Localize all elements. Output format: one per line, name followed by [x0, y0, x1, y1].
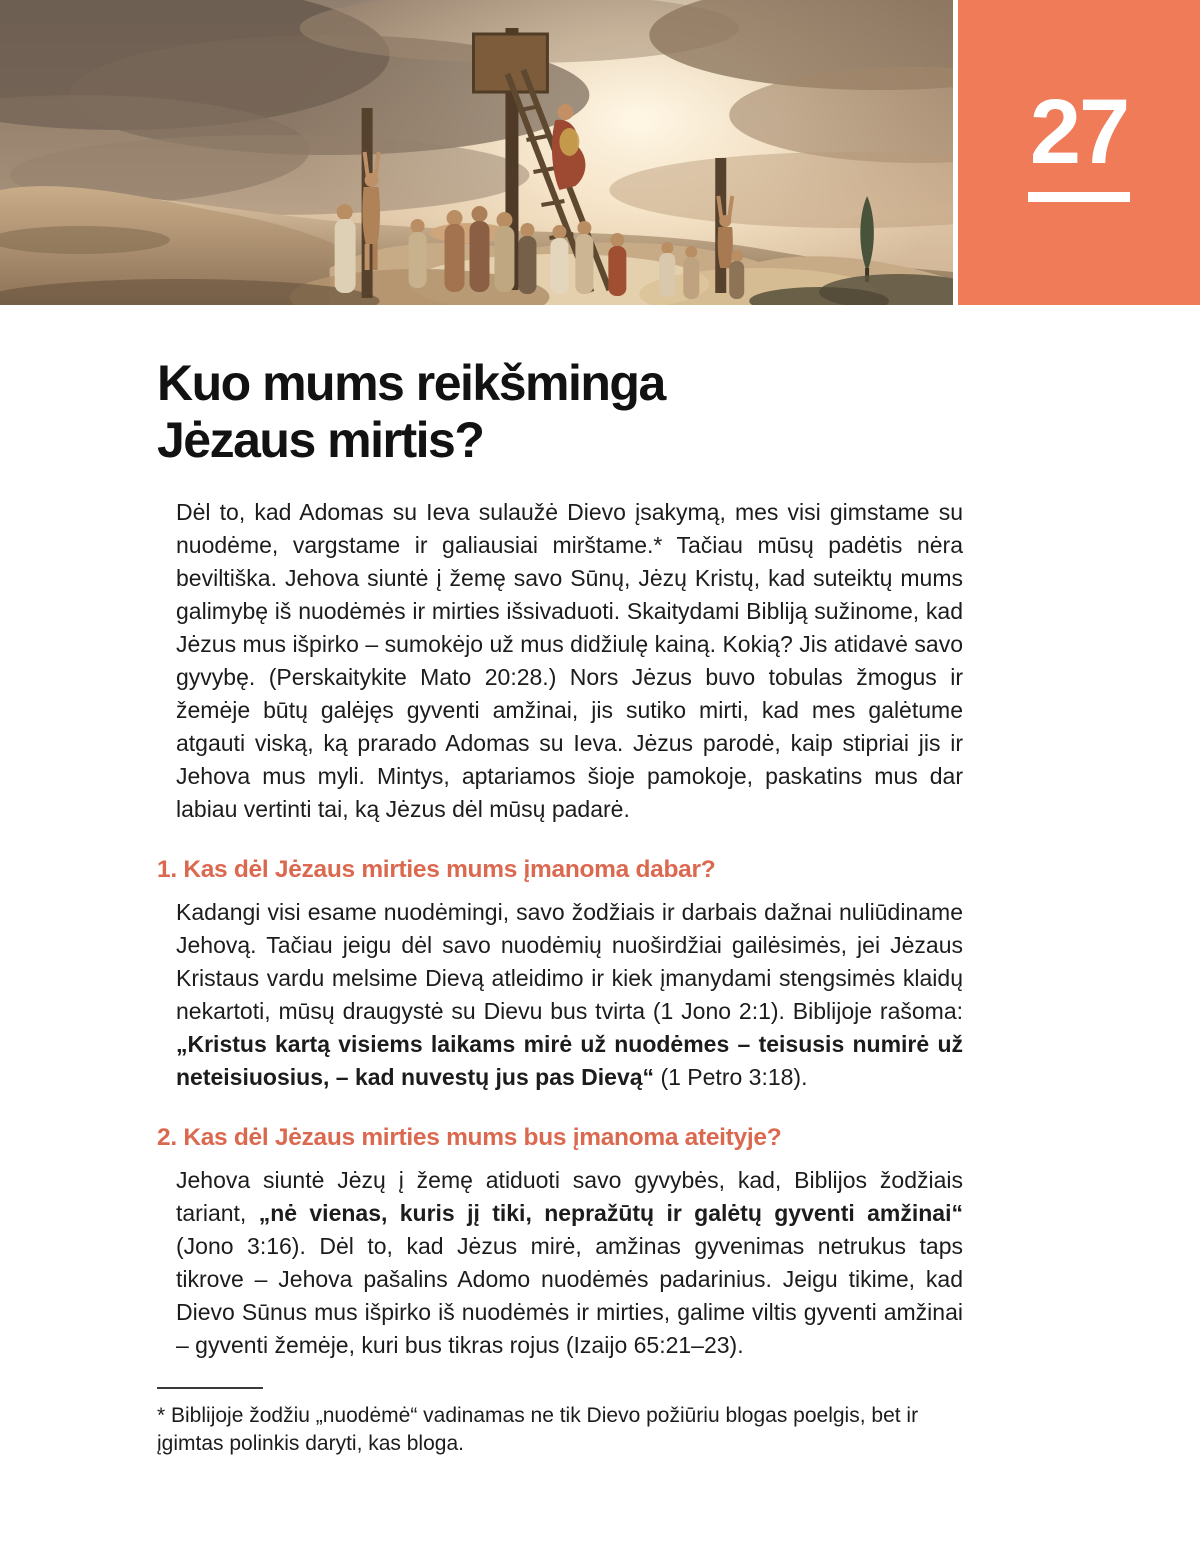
- section-question-2: [157, 1123, 963, 1362]
- badge-underline: [1028, 192, 1130, 202]
- crucifixion-scene-image: [0, 0, 953, 305]
- page-title: [157, 355, 963, 469]
- question-1-paragraph: Kadangi visi esame nuodėmingi, savo žodžiais ir darbais dažnai nuliūdiname Jehovą. Tačiau jeigu dėl savo nuodėmių nuoširdžiai gailėsimės, jei Jėzaus Kristaus vardu melsime Dievą atleidimo ir kiek įmanydami stengsimės klaidų nekartoti, mūsų draugystė su Dievu bus tvirta (1 Jono 2:1). Biblijoje rašoma: „Kristus kartą visiems laikams mirė už nuodėmes – teisusis numirė už neteisiuosius, – kad nuvestų jus pas Dievą“ (1 Petro 3:18).: [176, 899, 963, 1090]
- question-2-paragraph: Jehova siuntė Jėzų į žemę atiduoti savo gyvybės, kad, Biblijos žodžiais tariant, „nė vienas, kuris jį tiki, nepražūtų ir galėtų gyventi amžinai“ (Jono 3:16). Dėl to, kad Jėzus mirė, amžinas gyvenimas netrukus taps tikrove – Jehova pašalins Adomo nuodėmės padarinius. Jeigu tikime, kad Dievo Sūnus mus išpirko iš nuodėmės ir mirties, galime viltis gyventi amžinai – gyventi žemėje, kuri bus tikras rojus (Izaijo 65:21–23).: [176, 1167, 963, 1358]
- title-line-1: Kuo mums reikšminga: [157, 355, 665, 411]
- hero-photo: [0, 0, 953, 305]
- footnote-text: * Biblijoje žodžiu „nuodėmė“ vadinamas ne tik Dievo požiūriu blogas poelgis, bet ir įgimtas polinkis daryti, kas bloga.: [157, 1404, 919, 1455]
- title-line-2: Jėzaus mirtis?: [157, 412, 484, 468]
- footnote: [157, 1387, 963, 1457]
- intro-paragraph: Dėl to, kad Adomas su Ieva sulaužė Dievo įsakymą, mes visi gimstame su nuodėme, vargstame ir galiausiai mirštame.* Tačiau mūsų padėtis nėra beviltiška. Jehova siuntė į žemę savo Sūnų, Jėzų Kristų, kad suteiktų mums galimybę iš nuodėmės ir mirties išsivaduoti. Skaitydami Bibliją sužinome, kad Jėzus mus išpirko – sumokėjo už mus didžiulę kainą. Kokią? Jis atidavė savo gyvybę. (Perskaitykite Mato 20:28.) Nors Jėzus buvo tobulas žmogus ir žemėje būtų galėjęs gyventi amžinai, jis sutiko mirti, kad mes galėtume atgauti viską, ką prarado Adomas su Ieva. Jėzus parodė, kaip stipriai jis ir Jehova mus myli. Mintys, aptariamos šioje pamokoje, paskatins mus dar labiau vertinti tai, ką Jėzus dėl mūsų padarė.: [176, 499, 963, 822]
- lesson-number: 27: [1029, 81, 1129, 183]
- section-question-1: [157, 855, 963, 1094]
- lesson-number-badge: [958, 0, 1200, 305]
- hero: [0, 0, 1200, 305]
- content: [157, 355, 963, 1457]
- footnote-rule: [157, 1387, 263, 1389]
- question-1-heading: 1. Kas dėl Jėzaus mirties mums įmanoma dabar?: [157, 856, 716, 883]
- question-2-heading: 2. Kas dėl Jėzaus mirties mums bus įmanoma ateityje?: [157, 1124, 782, 1151]
